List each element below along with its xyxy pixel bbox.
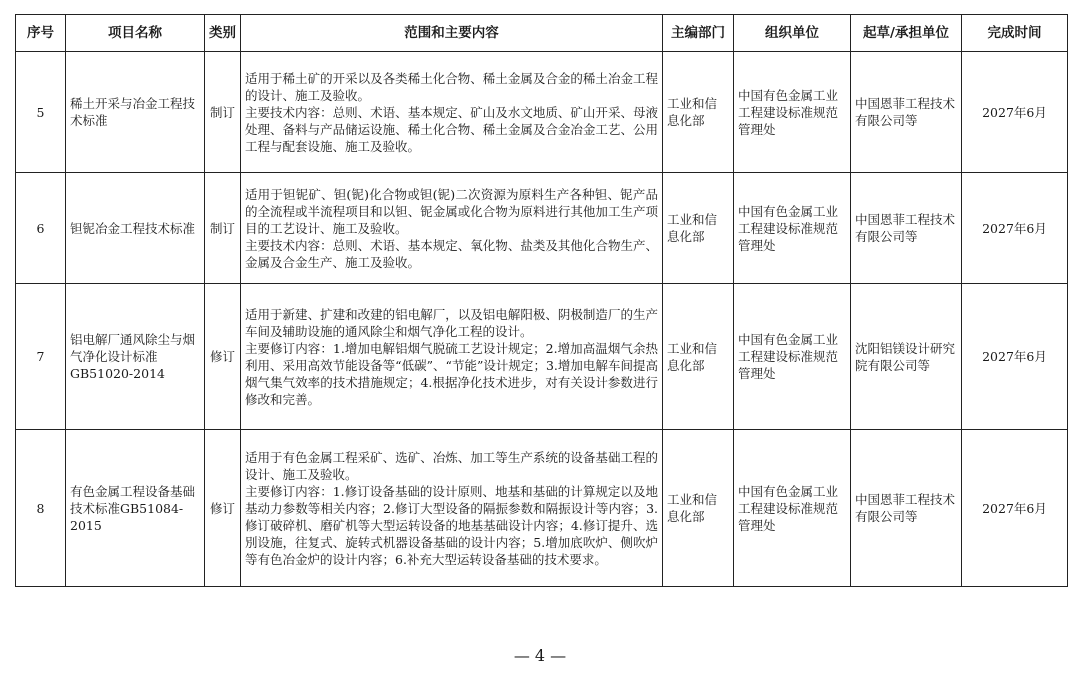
cell-type: 修订 bbox=[205, 430, 241, 587]
cell-name: 有色金属工程设备基础技术标准GB51084-2015 bbox=[66, 430, 205, 587]
page-number: — 4 — bbox=[513, 646, 567, 665]
table-row bbox=[16, 284, 1068, 430]
cell-drafter: 中国恩菲工程技术有限公司等 bbox=[851, 430, 962, 587]
header-name: 项目名称 bbox=[66, 15, 205, 52]
cell-no: 7 bbox=[16, 284, 66, 430]
header-drafter: 起草/承担单位 bbox=[851, 15, 962, 52]
cell-scope bbox=[241, 52, 663, 173]
cell-no: 6 bbox=[16, 173, 66, 284]
cell-dept: 工业和信息化部 bbox=[663, 430, 734, 587]
cell-date: 2027年6月 bbox=[962, 173, 1068, 284]
cell-org: 中国有色金属工业工程建设标准规范管理处 bbox=[734, 52, 851, 173]
cell-org: 中国有色金属工业工程建设标准规范管理处 bbox=[734, 284, 851, 430]
cell-no: 5 bbox=[16, 52, 66, 173]
scope-contents: 主要技术内容：总则、术语、基本规定、氧化物、盐类及其他化合物生产、金属及合金生产、施工及验收。 bbox=[245, 237, 658, 270]
header-org: 组织单位 bbox=[734, 15, 851, 52]
cell-drafter: 中国恩菲工程技术有限公司等 bbox=[851, 173, 962, 284]
standards-table bbox=[15, 14, 1068, 587]
cell-no: 8 bbox=[16, 430, 66, 587]
cell-date: 2027年6月 bbox=[962, 430, 1068, 587]
scope-applicability: 适用于钽铌矿、钽(铌)化合物或钽(铌)二次资源为原料生产各种钽、铌产品的全流程或半流程项目和以钽、铌金属或化合物为原料进行其他加工生产项目的工艺设计、施工及验收。 bbox=[245, 186, 658, 236]
scope-contents: 主要修订内容：1.增加电解铝烟气脱硫工艺设计规定；2.增加高温烟气余热利用、采用高效节能设备等“低碳”、“节能”设计规定；3.增加电解车间提高烟气集气效率的技术措施规定；4.根据净化技术进步，对有关设计参数进行修改和完善。 bbox=[245, 340, 658, 407]
header-type: 类别 bbox=[205, 15, 241, 52]
cell-dept: 工业和信息化部 bbox=[663, 173, 734, 284]
scope-applicability: 适用于有色金属工程采矿、选矿、冶炼、加工等生产系统的设备基础工程的设计、施工及验收。 bbox=[245, 449, 658, 482]
cell-dept: 工业和信息化部 bbox=[663, 284, 734, 430]
table-row bbox=[16, 52, 1068, 173]
scope-applicability: 适用于稀土矿的开采以及各类稀土化合物、稀土金属及合金的稀土冶金工程的设计、施工及验收。 bbox=[245, 70, 658, 103]
scope-contents: 主要修订内容：1.修订设备基础的设计原则、地基和基础的计算规定以及地基动力参数等相关内容；2.修订大型设备的隔振参数和隔振设计等内容；3.修订破碎机、磨矿机等大型运转设备的地基基础设计内容；4.修订提升、选別设施，往复式、旋转式机器设备基础的设计内容；5.增加底吹炉、侧吹炉等有色冶金炉的设计内容；6.补充大型运转设备基础的技术要求。 bbox=[245, 483, 658, 567]
cell-scope bbox=[241, 284, 663, 430]
table-row bbox=[16, 173, 1068, 284]
cell-type: 制订 bbox=[205, 173, 241, 284]
cell-name: 稀土开采与冶金工程技术标准 bbox=[66, 52, 205, 173]
cell-drafter: 沈阳铝镁设计研究院有限公司等 bbox=[851, 284, 962, 430]
header-date: 完成时间 bbox=[962, 15, 1068, 52]
header-scope: 范围和主要内容 bbox=[241, 15, 663, 52]
cell-date: 2027年6月 bbox=[962, 284, 1068, 430]
scope-contents: 主要技术内容：总则、术语、基本规定、矿山及水文地质、矿山开采、母液处理、备料与产品储运设施、稀土化合物、稀土金属及合金冶金工艺、公用工程与配套设施、施工及验收。 bbox=[245, 104, 658, 154]
cell-name: 钽铌冶金工程技术标准 bbox=[66, 173, 205, 284]
cell-scope bbox=[241, 173, 663, 284]
table-row bbox=[16, 430, 1068, 587]
cell-org: 中国有色金属工业工程建设标准规范管理处 bbox=[734, 173, 851, 284]
scope-applicability: 适用于新建、扩建和改建的铝电解厂，以及铝电解阳极、阴极制造厂的生产车间及辅助设施的通风除尘和烟气净化工程的设计。 bbox=[245, 306, 658, 339]
cell-scope bbox=[241, 430, 663, 587]
cell-drafter: 中国恩菲工程技术有限公司等 bbox=[851, 52, 962, 173]
cell-date: 2027年6月 bbox=[962, 52, 1068, 173]
cell-name: 铝电解厂通风除尘与烟气净化设计标准GB51020-2014 bbox=[66, 284, 205, 430]
cell-org: 中国有色金属工业工程建设标准规范管理处 bbox=[734, 430, 851, 587]
cell-type: 制订 bbox=[205, 52, 241, 173]
table-header-row bbox=[16, 15, 1068, 52]
cell-dept: 工业和信息化部 bbox=[663, 52, 734, 173]
header-no: 序号 bbox=[16, 15, 66, 52]
cell-type: 修订 bbox=[205, 284, 241, 430]
header-dept: 主编部门 bbox=[663, 15, 734, 52]
